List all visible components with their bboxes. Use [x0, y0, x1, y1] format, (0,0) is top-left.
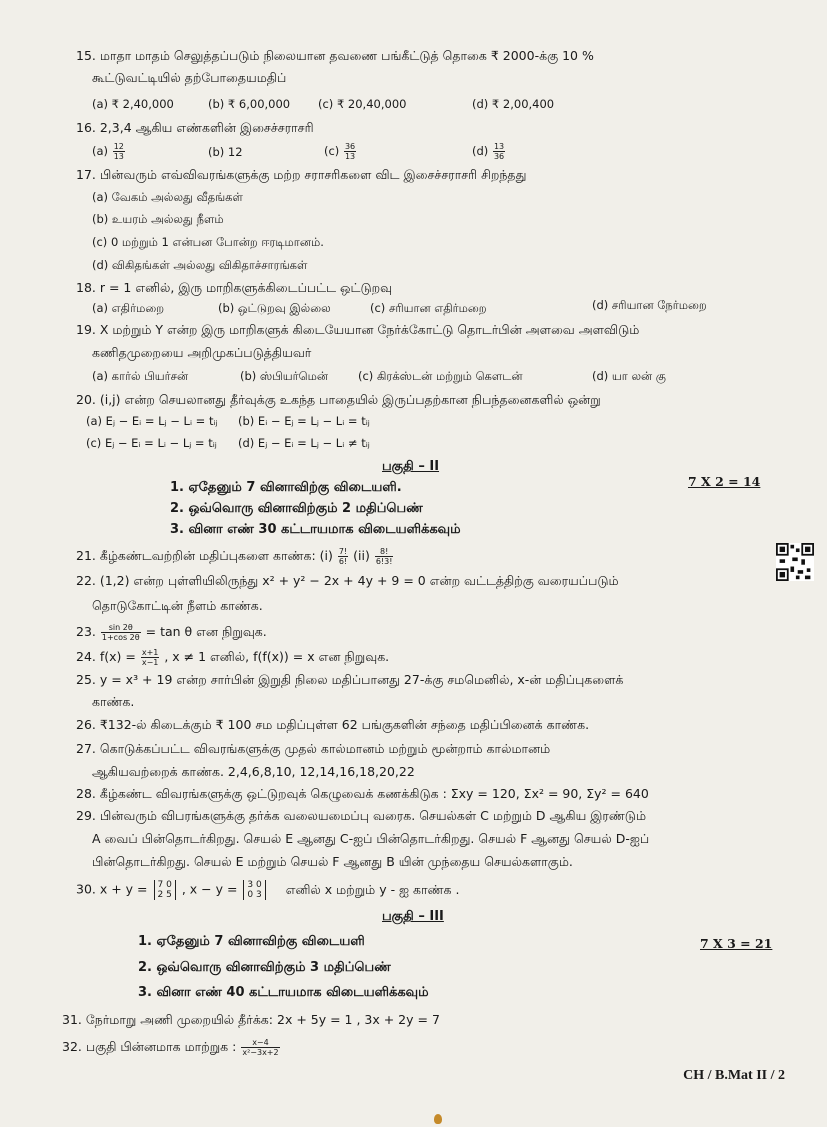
- q17-option-a: (a) வேகம் அல்லது வீதங்கள்: [92, 190, 243, 204]
- q20-option-c: (c) Eⱼ − Eᵢ = Lᵢ − Lⱼ = tᵢⱼ: [86, 436, 217, 450]
- question-31: 31. நேர்மாறு அணி முறையில் தீர்க்க: 2x + 5y = 1 , 3x + 2y = 7: [62, 1012, 440, 1027]
- question-21: 21. கீழ்கண்டவற்றின் மதிப்புகளை காண்க: (i) $\frac{7!}{6!}$ (ii) $\frac{8!}{6!3!}$: [76, 547, 393, 566]
- q20-option-a: (a) Eⱼ − Eᵢ = Lⱼ − Lᵢ = tᵢⱼ: [86, 414, 218, 428]
- question-25: 25. y = x³ + 19 என்ற சார்பின் இறுதி நிலை மதிப்பானது 27-க்கு சமமெனில், x-ன் மதிப்புகளைக்: [76, 672, 624, 687]
- question-17: 17. பின்வரும் எவ்விவரங்களுக்கு மற்ற சராசரிகளை விட இசைச்சராசரி சிறந்தது: [76, 167, 527, 182]
- q19-option-d: (d) யா லன் கு: [592, 369, 666, 383]
- q17-option-c: (c) 0 மற்றும் 1 என்பன போன்ற ஈரடிமானம்.: [92, 235, 324, 249]
- question-29: 29. பின்வரும் விபரங்களுக்கு தர்க்க வலையமைப்பு வரைக. செயல்கள் C மற்றும் D ஆகிய இரண்டும்: [76, 808, 647, 823]
- page-footer-code: CH / B.Mat II / 2: [683, 1068, 785, 1083]
- question-25-cont: காண்க.: [92, 694, 135, 709]
- part-3-title: பகுதி – III: [382, 909, 444, 924]
- question-19-cont: கணிதமுறையை அறிமுகப்படுத்தியவர்: [92, 345, 312, 360]
- part-3-instruction-1: 1. ஏதேனும் 7 வினாவிற்கு விடையளி: [138, 934, 365, 949]
- part-3-instruction-2: 2. ஒவ்வொரு வினாவிற்கும் 3 மதிப்பெண்: [138, 960, 391, 975]
- question-27: 27. கொடுக்கப்பட்ட விவரங்களுக்கு முதல் கால்மானம் மற்றும் மூன்றாம் கால்மானம்: [76, 741, 551, 756]
- q15-option-d: (d) ₹ 2,00,400: [472, 97, 555, 111]
- question-28: 28. கீழ்கண்ட விவரங்களுக்கு ஒட்டுறவுக் கெழுவைக் கணக்கிடுக : Σxy = 120, Σx² = 90, Σy² = 640: [76, 786, 649, 801]
- question-15-cont: கூட்டுவட்டியில் தற்போதையமதிப்: [92, 70, 287, 85]
- q16-option-c: (c) $\frac{36}{13}$: [324, 142, 356, 161]
- part-2-title: பகுதி – II: [382, 459, 440, 474]
- q20-option-d: (d) Eⱼ − Eᵢ = Lⱼ − Lᵢ ≠ tᵢⱼ: [238, 436, 370, 450]
- question-32: 32. பகுதி பின்னமாக மாற்றுக : $\frac{x-4}{\text{x²−3x+2}}$: [62, 1038, 279, 1057]
- q18-option-d: (d) சரியான நேர்மறை: [592, 298, 707, 312]
- question-18: 18. r = 1 எனில், இரு மாறிகளுக்கிடைப்பட்ட ஒட்டுறவு: [76, 280, 393, 295]
- question-24: 24. f(x) = $\frac{x+1}{x-1}$ , x ≠ 1 எனில், f(f(x)) = x என நிறுவுக.: [76, 648, 390, 667]
- question-19: 19. X மற்றும் Y என்ற இரு மாறிகளுக் கிடையேயான நேர்க்கோட்டு தொடர்பின் அளவை அளவிடும்: [76, 322, 640, 337]
- q16-option-b: (b) 12: [208, 145, 243, 159]
- qr-code-icon: [776, 543, 814, 581]
- q19-option-b: (b) ஸ்பியர்மென்: [240, 369, 328, 383]
- question-26: 26. ₹132-ல் கிடைக்கும் ₹ 100 சம மதிப்புள்ள 62 பங்குகளின் சந்தை மதிப்பினைக் காண்க.: [76, 717, 590, 732]
- part-3-marks: 7 X 3 = 21: [700, 936, 773, 951]
- part-2-instruction-1: 1. ஏதேனும் 7 வினாவிற்கு விடையளி.: [170, 480, 402, 495]
- q16-option-d: (d) $\frac{13}{36}$: [472, 142, 505, 161]
- page-mark: [434, 1114, 442, 1124]
- q15-option-c: (c) ₹ 20,40,000: [318, 97, 407, 111]
- question-16: 16. 2,3,4 ஆகிய எண்களின் இசைச்சராசரி: [76, 120, 314, 135]
- part-2-instruction-2: 2. ஒவ்வொரு வினாவிற்கும் 2 மதிப்பெண்: [170, 501, 423, 516]
- q16-option-a: (a) $\frac{12}{13}$: [92, 142, 124, 161]
- q18-option-c: (c) சரியான எதிர்மறை: [370, 301, 487, 315]
- q20-option-b: (b) Eᵢ − Eⱼ = Lⱼ − Lᵢ = tᵢⱼ: [238, 414, 370, 428]
- q18-option-b: (b) ஒட்டுறவு இல்லை: [218, 301, 331, 315]
- question-22-cont: தொடுகோட்டின் நீளம் காண்க.: [92, 598, 263, 613]
- question-15: 15. மாதா மாதம் செலுத்தப்படும் நிலையான தவணை பங்கீட்டுத் தொகை ₹ 2000-க்கு 10 %: [76, 48, 594, 63]
- question-23: 23. $\frac{\sin 2\theta}{1+\cos 2\theta}$ = tan θ என நிறுவுக.: [76, 623, 267, 642]
- question-30: 30. x + y = 7 0 2 5 , x − y = 3 0 0 3 எனில் x மற்றும் y - ஐ காண்க .: [76, 880, 460, 900]
- q19-option-c: (c) கிரக்ஸ்டன் மற்றும் கௌடன்: [358, 369, 523, 383]
- part-2-instruction-3: 3. வினா எண் 30 கட்டாயமாக விடையளிக்கவும்: [170, 522, 461, 537]
- question-29-cont-1: A வைப் பின்தொடர்கிறது. செயல் E ஆனது C-ஐப் பின்தொடர்கிறது. செயல் F ஆனது செயல் D-ஐப்: [92, 831, 650, 846]
- q19-option-a: (a) கார்ல் பியர்சன்: [92, 369, 189, 383]
- q17-option-b: (b) உயரம் அல்லது நீளம்: [92, 212, 224, 226]
- q15-option-b: (b) ₹ 6,00,000: [208, 97, 291, 111]
- q15-option-a: (a) ₹ 2,40,000: [92, 97, 174, 111]
- part-2-marks: 7 X 2 = 14: [688, 474, 761, 489]
- question-20: 20. (i,j) என்ற செயலானது தீர்வுக்கு உகந்த பாதையில் இருப்பதற்கான நிபந்தனைகளில் ஒன்று: [76, 392, 601, 407]
- q17-option-d: (d) விகிதங்கள் அல்லது விகிதாச்சாரங்கள்: [92, 258, 308, 272]
- question-27-cont: ஆகியவற்றைக் காண்க. 2,4,6,8,10, 12,14,16,18,20,22: [92, 764, 415, 779]
- question-29-cont-2: பின்தொடர்கிறது. செயல் E மற்றும் செயல் F ஆனது B யின் முந்தைய செயல்களாகும்.: [92, 854, 573, 869]
- q18-option-a: (a) எதிர்மறை: [92, 301, 165, 315]
- question-22: 22. (1,2) என்ற புள்ளியிலிருந்து x² + y² − 2x + 4y + 9 = 0 என்ற வட்டத்திற்கு வரையப்படும்: [76, 573, 619, 588]
- part-3-instruction-3: 3. வினா எண் 40 கட்டாயமாக விடையளிக்கவும்: [138, 985, 429, 1000]
